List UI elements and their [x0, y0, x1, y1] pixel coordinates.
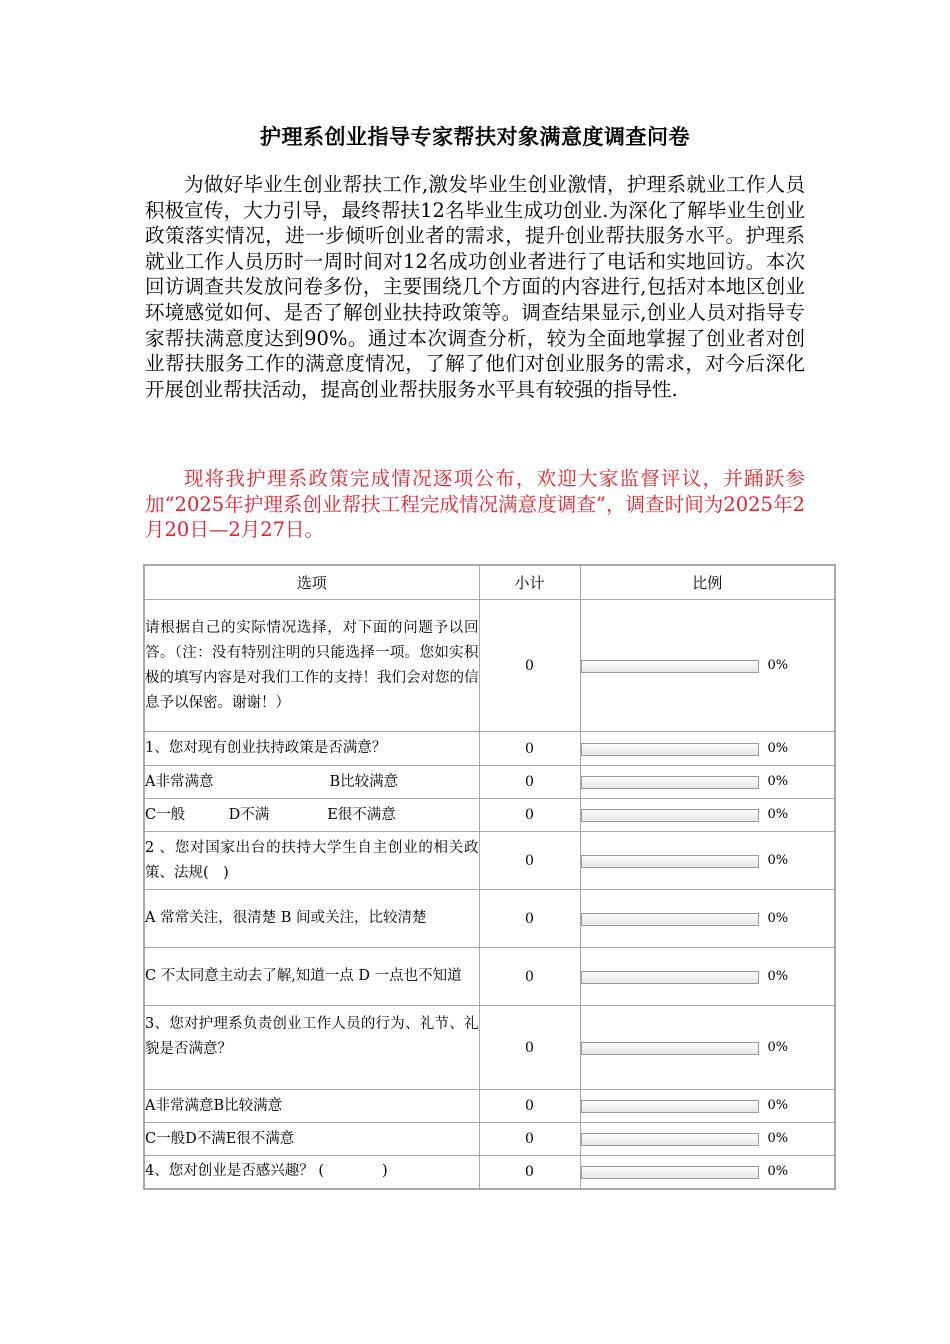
percent-label: 0% — [767, 852, 789, 868]
option-cell: A 常常关注，很清楚 B 间或关注，比较清楚 — [144, 890, 479, 948]
option-cell: A非常满意B比较满意 — [144, 1090, 479, 1123]
percent-label: 0% — [767, 774, 789, 789]
count-cell: 0 — [479, 766, 580, 799]
progress-bar — [581, 743, 759, 756]
count-cell: 0 — [479, 732, 580, 766]
table-row — [144, 799, 835, 832]
progress-bar — [581, 971, 759, 984]
table-row — [144, 1006, 835, 1090]
ratio-cell — [580, 1123, 835, 1156]
table-row — [144, 1156, 835, 1189]
option-cell: C一般 D不满 E很不满意 — [144, 799, 479, 832]
option-cell: 3、您对护理系负责创业工作人员的行为、礼节、礼貌是否满意？ — [144, 1006, 479, 1090]
percent-label: 0% — [767, 740, 789, 756]
table-row — [144, 832, 835, 890]
survey-results-table — [143, 564, 836, 1190]
progress-bar — [581, 809, 759, 822]
count-cell: 0 — [479, 1123, 580, 1156]
page-title: 护理系创业指导专家帮扶对象满意度调查问卷 — [260, 125, 690, 149]
count-cell: 0 — [479, 600, 580, 732]
table-row — [144, 766, 835, 799]
table-row — [144, 1123, 835, 1156]
table-row — [144, 732, 835, 766]
progress-bar — [581, 1133, 759, 1146]
progress-bar — [581, 913, 759, 926]
ratio-cell — [580, 732, 835, 766]
header-option: 选项 — [144, 565, 479, 600]
progress-bar — [581, 1166, 759, 1179]
ratio-cell — [580, 948, 835, 1006]
ratio-cell — [580, 832, 835, 890]
intro-paragraph: 为做好毕业生创业帮扶工作,激发毕业生创业激情，护理系就业工作人员积极宣传，大力引导，最终帮扶12名毕业生成功创业.为深化了解毕业生创业政策落实情况，进一步倾听创业者的需求，提升创业帮扶服务水平。护理系就业工作人员历时一周时间对12名成功创业者进行了电话和实地回访。本次回访调查共发放问卷多份，主要围绕几个方面的内容进行,包括对本地区创业环境感觉如何、是否了解创业扶持政策等。调查结果显示,创业人员对指导专家帮扶满意度达到90%。通过本次调查分析，较为全面地掌握了创业者对创业帮扶服务工作的满意度情况，了解了他们对创业服务的需求，对今后深化开展创业帮扶活动，提高创业帮扶服务水平具有较强的指导性. — [145, 173, 805, 401]
option-cell: 2 、您对国家出台的扶持大学生自主创业的相关政策、法规( ) — [144, 832, 479, 890]
percent-label: 0% — [767, 1098, 789, 1113]
count-cell: 0 — [479, 799, 580, 832]
ratio-cell — [580, 799, 835, 832]
option-cell: C 不太同意主动去了解,知道一点 D 一点也不知道 — [144, 948, 479, 1006]
ratio-cell — [580, 600, 835, 732]
option-cell: C一般D不满E很不满意 — [144, 1123, 479, 1156]
table-header-row — [144, 565, 835, 600]
notice-paragraph: 现将我护理系政策完成情况逐项公布，欢迎大家监督评议，并踊跃参加“2025年护理系创业帮扶工程完成情况满意度调查”，调查时间为2025年2月20日—2月27日。 — [145, 467, 805, 542]
table-row — [144, 600, 835, 732]
percent-label: 0% — [767, 807, 789, 822]
table-row — [144, 890, 835, 948]
count-cell: 0 — [479, 890, 580, 948]
percent-label: 0% — [767, 1039, 789, 1055]
percent-label: 0% — [767, 968, 789, 984]
percent-label: 0% — [767, 910, 789, 926]
ratio-cell — [580, 1006, 835, 1090]
count-cell: 0 — [479, 832, 580, 890]
percent-label: 0% — [767, 657, 789, 673]
option-cell: 1、您对现有创业扶持政策是否满意？ — [144, 732, 479, 766]
header-count: 小计 — [479, 565, 580, 600]
option-cell: A非常满意 B比较满意 — [144, 766, 479, 799]
option-cell: 4、您对创业是否感兴趣？ ( ) — [144, 1156, 479, 1189]
progress-bar — [581, 855, 759, 868]
ratio-cell — [580, 766, 835, 799]
count-cell: 0 — [479, 1006, 580, 1090]
ratio-cell — [580, 1156, 835, 1189]
ratio-cell — [580, 890, 835, 948]
option-cell: 请根据自己的实际情况选择，对下面的问题予以回答。（注：没有特别注明的只能选择一项。您如实积极的填写内容是对我们工作的支持！我们会对您的信息予以保密。谢谢！） — [144, 600, 479, 732]
ratio-cell — [580, 1090, 835, 1123]
percent-label: 0% — [767, 1163, 789, 1179]
progress-bar — [581, 660, 759, 673]
header-ratio: 比例 — [580, 565, 835, 600]
count-cell: 0 — [479, 948, 580, 1006]
percent-label: 0% — [767, 1131, 789, 1146]
progress-bar — [581, 1100, 759, 1113]
count-cell: 0 — [479, 1090, 580, 1123]
table-row — [144, 948, 835, 1006]
progress-bar — [581, 776, 759, 789]
progress-bar — [581, 1042, 759, 1055]
count-cell: 0 — [479, 1156, 580, 1189]
table-row — [144, 1090, 835, 1123]
